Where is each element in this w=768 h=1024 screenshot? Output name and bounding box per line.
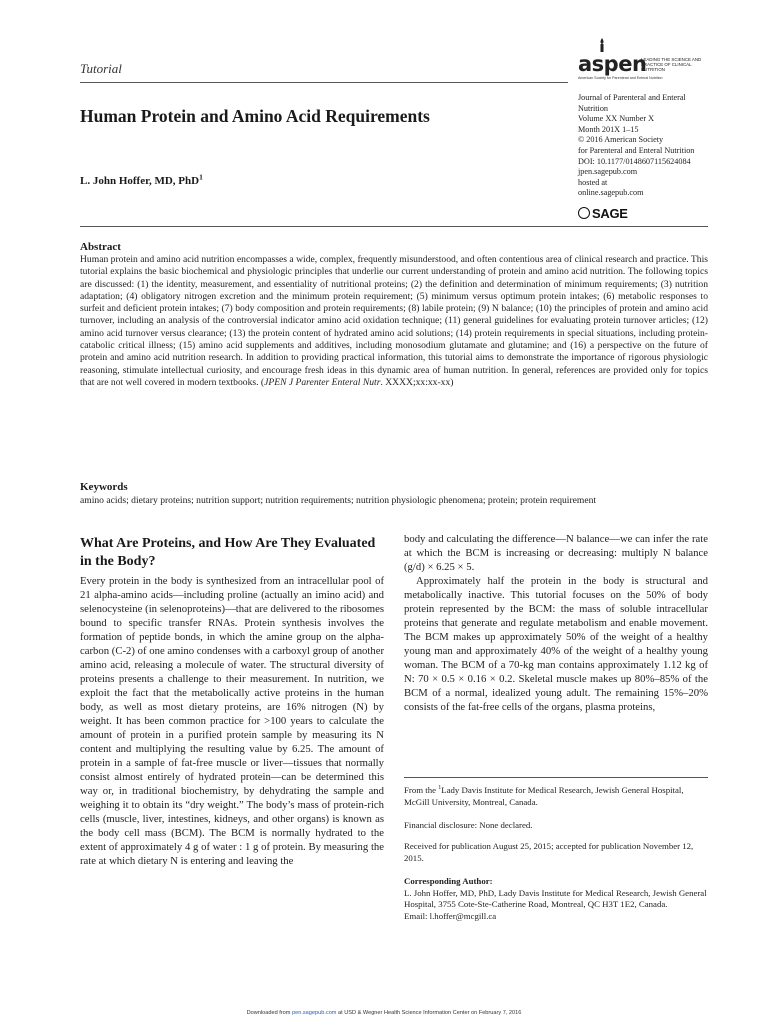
author-name: L. John Hoffer, MD, PhD <box>80 175 200 187</box>
article-title: Human Protein and Amino Acid Requirements <box>80 106 430 126</box>
sage-logo-text: SAGE <box>592 206 628 221</box>
received-note: Received for publication August 25, 2015; accepted for publication November 12, 2015. <box>404 841 694 863</box>
aspen-subline: American Society for Parenteral and Enteral Nutrition <box>578 76 663 80</box>
header-divider <box>80 82 568 83</box>
download-link[interactable]: pen.sagepub.com <box>292 1010 337 1016</box>
sage-circle-icon <box>578 207 590 219</box>
journal-info-line: DOI: 10.1177/0148607115624084 <box>578 156 691 166</box>
affiliation-mark: 1 <box>438 785 442 792</box>
download-notice <box>0 1010 768 1016</box>
torch-icon <box>598 38 606 52</box>
abstract-citation-rest: . XXXX;xx:xx-xx) <box>380 376 454 388</box>
journal-info-line: Month 201X 1–15 <box>578 124 639 134</box>
journal-info-line: hosted at <box>578 177 608 187</box>
footnote-divider <box>404 777 708 778</box>
journal-url-link[interactable]: jpen.sagepub.com <box>578 167 638 177</box>
aspen-tagline: LEADING THE SCIENCE AND PRACTICE OF CLINICAL NUTRITION <box>641 57 702 73</box>
body-paragraph: Every protein in the body is synthesized from an intracellular pool of 21 alpha-amino acids—including proline (actually an imino acid) and selenocysteine (in selenoproteins)—that are delivered to the ribosomes bound to specific transfer RNAs. Protein synthesis involves the formation of peptide bonds, in which the amine group on the alpha-carbon (C-2) of one amino condenses with a carboxyl group of another amino acid, releasing a molecule of water. The structural diversity of proteins presents a challenge to their measurement. In nutrition, we exploit the fact that the metabolically active proteins in the human body, as well as most dietary proteins, are 16% nitrogen (N) by weight. It has been common practice for >100 years to calculate the amount of protein in a purified protein sample by measuring its N content and multiplying the resulting value by 6.25. The amount of protein in a sample of fat-free muscle or liver—tissues that normally consist almost entirely of hydrated protein—can be determined this way or, in traditional biochemistry, by dehydrating the sample and weighing it to obtain its “dry weight.” The body’s mass of protein-rich cells (muscle, liver, intestines, kidneys, and other organs) is known as the body cell mass (BCM). The BCM is normally hydrated to the extent of approximately 4 g of water : 1 g of protein. By measuring the rate at which dietary N is entering and leaving the <box>80 575 384 867</box>
corresponding-heading: Corresponding Author: <box>404 876 493 886</box>
abstract-text <box>80 254 708 389</box>
disclosure-note: Financial disclosure: None declared. <box>404 820 533 830</box>
journal-info-line: Nutrition <box>578 103 609 113</box>
download-suffix: at USD & Wegner Health Science Information Center on February 7, 2016 <box>336 1010 522 1016</box>
abstract-citation-open: ( <box>258 376 265 388</box>
journal-info-line: © 2016 American Society <box>578 135 664 145</box>
abstract-body: Human protein and amino acid nutrition encompasses a wide, complex, frequently misunderstood, and often contentious area of clinical research and practice. This tutorial explains the basic biochemical and physiologic principles that underlie our current understanding of protein and amino acid nutrition. The following topics are discussed: (1) the identity, measurement, and essentiality of nutritional proteins; (2) the definition and determination of minimum requirements; (3) nutrition adaptation; (4) obligatory nitrogen excretion and the minimum protein requirement; (5) minimum versus optimum protein intakes; (6) metabolic responses to surfeit and deficient protein intakes; (7) body composition and protein requirements; (8) labile protein; (9) N balance; (10) the principles of protein and amino acid turnover, including an analysis of the controversial indicator amino acid oxidation technique; (11) general guidelines for evaluating protein turnover articles; (12) amino acid turnover versus clearance; (13) the protein content of hydrated amino acid solutions; (14) protein requirements in special situations, including protein-catabolic critical illness; (15) amino acid supplements and additives, including monosodium glutamate and glutamine; and (16) a perspective on the future of protein and amino acid nutrition research. In addition to providing practical information, this tutorial aims to demonstrate the importance of rigorous physiologic reasoning, stimulate intellectual curiosity, and encourage fresh ideas in this dynamic area of human nutrition. In general, references are provided only for topics that are not well covered in modern textbooks. <box>80 254 708 388</box>
author-line <box>80 172 203 187</box>
journal-info-line: for Parenteral and Enteral Nutrition <box>578 145 695 155</box>
journal-info-line: Journal of Parenteral and Enteral <box>578 93 686 102</box>
abstract-citation-journal: JPEN J Parenter Enteral Nutr <box>264 376 381 388</box>
online-url-link[interactable]: online.sagepub.com <box>578 188 644 198</box>
keywords-heading: Keywords <box>80 481 128 493</box>
journal-info-line: Volume XX Number X <box>578 114 655 124</box>
corresponding-email-link[interactable]: Email: l.hoffer@mcgill.ca <box>404 910 497 921</box>
column-right <box>404 532 708 714</box>
abstract-heading: Abstract <box>80 241 121 253</box>
journal-info <box>578 93 708 199</box>
affiliation-prefix: From the <box>404 785 439 795</box>
body-paragraph: Approximately half the protein in the body is structural and metabolically inactive. This tutorial focuses on the 50% of body protein represented by the BCM: the mass of soluble intracellular proteins that generate and regulate metabolism and enable movement. The BCM makes up approximately 50% of the weight of a healthy young man and approximately 40% of the weight of a healthy young woman. The BCM of a 70-kg man contains approximately 1.12 kg of N: 70 × 0.5 × 0.16 × 0.2. Skeletal muscle makes up 80%–85% of the BCM of a normal, idealized young adult. The remaining 15%–20% consists of the fat-free cells of the organs, plasma proteins, <box>404 575 708 713</box>
keywords-text: amino acids; dietary proteins; nutrition support; nutrition requirements; nutrition physiologic phenomena; protein; protein requirement <box>80 495 597 506</box>
body-paragraph: body and calculating the difference—N balance—we can infer the rate at which the BCM is increasing or decreasing: multiply N balance (g/d) × 6.25 × 5. <box>404 533 708 573</box>
column-left <box>80 574 384 868</box>
download-prefix: Downloaded from <box>246 1010 292 1016</box>
aspen-logo: aspen <box>578 52 647 76</box>
section-label: Tutorial <box>80 61 122 76</box>
section-heading: What Are Proteins, and How Are They Evaluated in the Body? <box>80 536 376 569</box>
abstract-divider <box>80 226 708 227</box>
corresponding-text: L. John Hoffer, MD, PhD, Lady Davis Institute for Medical Research, Jewish General Hospital, 3755 Cote-Ste-Catherine Road, Montreal, QC H3T 1E2, Canada. <box>404 887 707 910</box>
sage-logo <box>578 206 628 221</box>
affiliation-text: Lady Davis Institute for Medical Research, Jewish General Hospital, McGill University, Montreal, Canada. <box>404 785 684 807</box>
corresponding-author <box>404 876 708 922</box>
author-affiliation-mark: 1 <box>199 172 203 182</box>
affiliation-note <box>404 785 708 808</box>
